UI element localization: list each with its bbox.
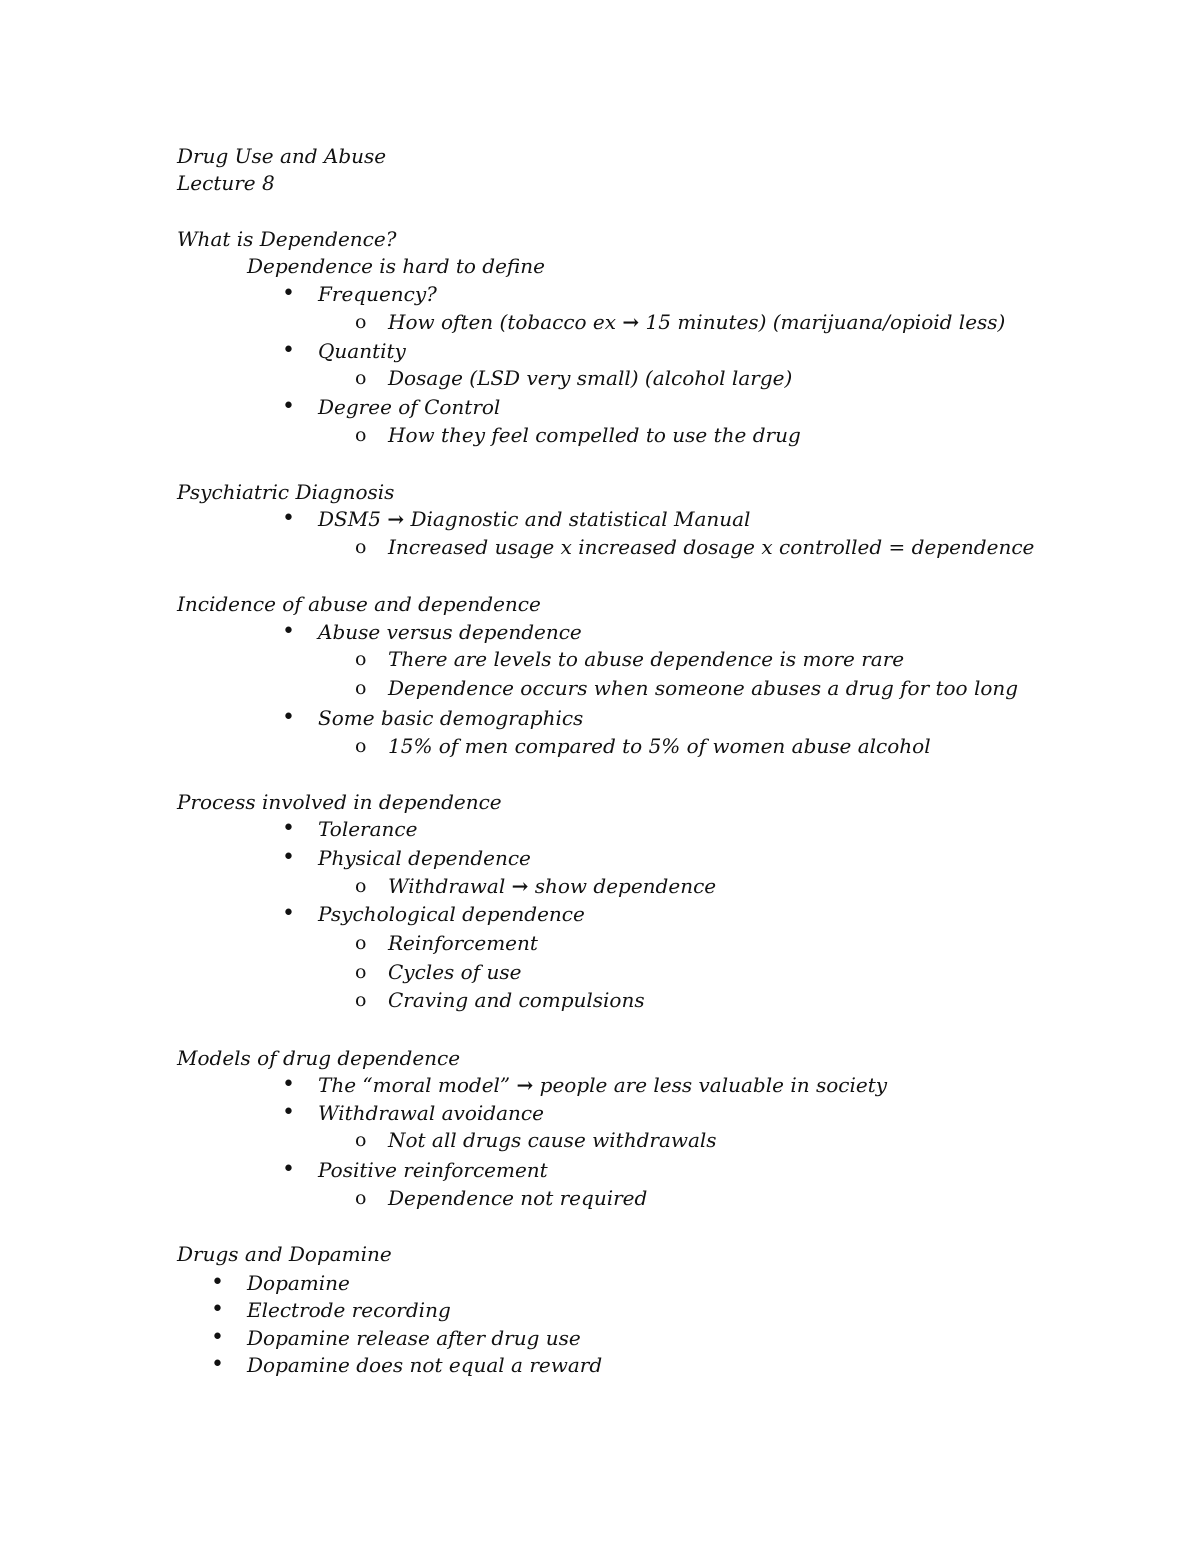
list-item-abuse-detail-1: There are levels to abuse dependence is more rare (388, 647, 905, 671)
list-item-reinforcement: Reinforcement (388, 931, 538, 955)
sub-bullet-icon: o (355, 648, 367, 670)
bullet-icon: • (282, 1100, 295, 1125)
sub-bullet-icon: o (355, 961, 367, 983)
section-heading-dependence: What is Dependence? (177, 227, 397, 251)
list-item-withdrawal-avoidance-detail: Not all drugs cause withdrawals (388, 1128, 717, 1152)
dependence-subheading: Dependence is hard to define (247, 254, 545, 278)
sub-bullet-icon: o (355, 536, 367, 558)
sub-bullet-icon: o (355, 735, 367, 757)
bullet-icon: • (282, 394, 295, 419)
bullet-icon: • (282, 281, 295, 306)
section-heading-dopamine: Drugs and Dopamine (177, 1242, 392, 1266)
bullet-icon: • (282, 1072, 295, 1097)
list-item-dopamine: Dopamine (247, 1271, 350, 1295)
list-item-dsm5: DSM5 → Diagnostic and statistical Manual (318, 507, 751, 531)
section-heading-models: Models of drug dependence (177, 1046, 461, 1070)
bullet-icon: • (282, 506, 295, 531)
sub-bullet-icon: o (355, 1187, 367, 1209)
arrow-right-icon: → (516, 1073, 534, 1097)
bullet-icon: • (282, 845, 295, 870)
bullet-icon: • (282, 619, 295, 644)
bullet-icon: • (282, 901, 295, 926)
list-item-control: Degree of Control (318, 395, 501, 419)
list-item-abuse-versus: Abuse versus dependence (318, 620, 582, 644)
course-title: Drug Use and Abuse (177, 144, 387, 168)
list-item-demographics: Some basic demographics (318, 706, 584, 730)
sub-bullet-icon: o (355, 367, 367, 389)
bullet-icon: • (211, 1270, 224, 1295)
section-heading-diagnosis: Psychiatric Diagnosis (177, 480, 395, 504)
bullet-icon: • (282, 816, 295, 841)
lecture-number: Lecture 8 (177, 171, 275, 195)
bullet-icon: • (211, 1297, 224, 1322)
sub-bullet-icon: o (355, 989, 367, 1011)
list-item-dopamine-release: Dopamine release after drug use (247, 1326, 581, 1350)
list-item-electrode: Electrode recording (247, 1298, 451, 1322)
sub-bullet-icon: o (355, 1129, 367, 1151)
list-item-positive-detail: Dependence not required (388, 1186, 648, 1210)
list-item-quantity-detail: Dosage (LSD very small) (alcohol large) (388, 366, 793, 390)
bullet-icon: • (211, 1325, 224, 1350)
section-heading-incidence: Incidence of abuse and dependence (177, 592, 541, 616)
arrow-right-icon: → (387, 507, 405, 531)
arrow-right-icon: → (511, 874, 529, 898)
list-item-dsm5-detail: Increased usage x increased dosage x controlled = dependence (388, 535, 1035, 559)
list-item-abuse-detail-2: Dependence occurs when someone abuses a drug for too long (388, 676, 1019, 700)
bullet-icon: • (282, 338, 295, 363)
list-item-tolerance: Tolerance (318, 817, 418, 841)
arrow-right-icon: → (622, 310, 640, 334)
list-item-withdrawal: Withdrawal → show dependence (388, 874, 717, 898)
list-item-demographics-detail: 15% of men compared to 5% of women abuse alcohol (388, 734, 931, 758)
list-item-cycles: Cycles of use (388, 960, 522, 984)
sub-bullet-icon: o (355, 875, 367, 897)
bullet-icon: • (211, 1352, 224, 1377)
list-item-quantity: Quantity (318, 339, 406, 363)
sub-bullet-icon: o (355, 677, 367, 699)
list-item-frequency-detail: How often (tobacco ex → 15 minutes) (marijuana/opioid less) (388, 310, 1006, 334)
sub-bullet-icon: o (355, 311, 367, 333)
section-heading-process: Process involved in dependence (177, 790, 502, 814)
sub-bullet-icon: o (355, 932, 367, 954)
list-item-withdrawal-avoidance: Withdrawal avoidance (318, 1101, 544, 1125)
list-item-positive-reinforcement: Positive reinforcement (318, 1158, 548, 1182)
list-item-moral-model: The “moral model” → people are less valuable in society (318, 1073, 888, 1097)
list-item-dopamine-reward: Dopamine does not equal a reward (247, 1353, 603, 1377)
list-item-psychological: Psychological dependence (318, 902, 585, 926)
list-item-physical: Physical dependence (318, 846, 531, 870)
list-item-craving: Craving and compulsions (388, 988, 645, 1012)
list-item-control-detail: How they feel compelled to use the drug (388, 423, 801, 447)
list-item-frequency: Frequency? (318, 282, 437, 306)
bullet-icon: • (282, 1157, 295, 1182)
sub-bullet-icon: o (355, 424, 367, 446)
bullet-icon: • (282, 705, 295, 730)
